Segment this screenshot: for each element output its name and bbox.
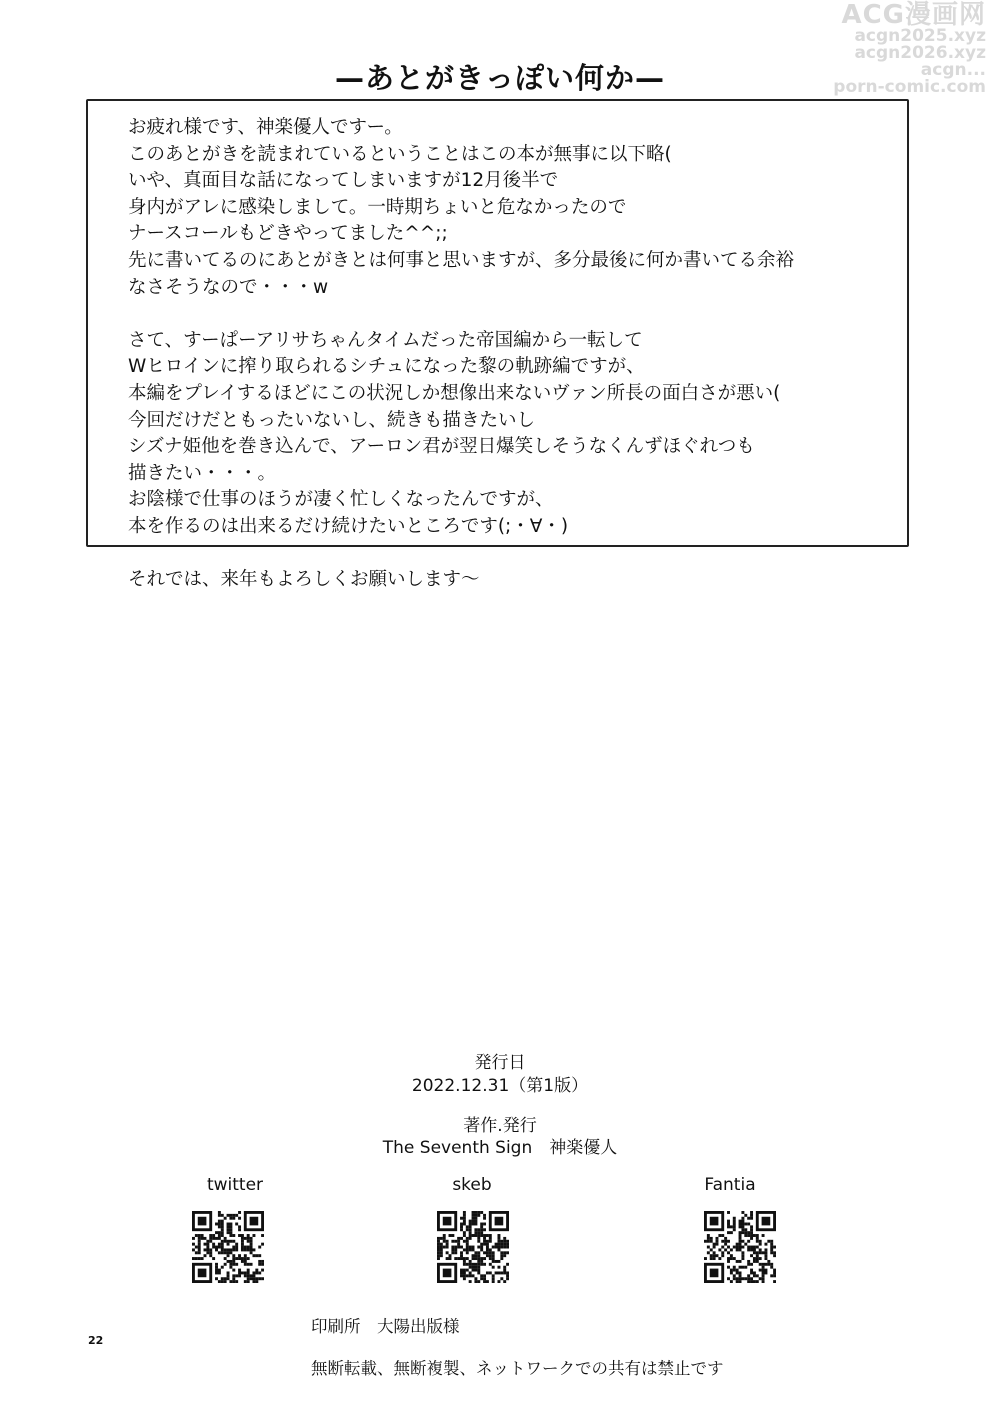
text-line: ナースコールもどきやってました^^;; — [128, 223, 448, 245]
afterword-box — [86, 99, 909, 591]
text-line: 今回だけだともったいないし、続きも描きたいし — [128, 409, 536, 431]
text-line: このあとがきを読まれているということはこの本が無事に以下略( — [128, 143, 672, 165]
page-title: —あとがきっぽい何か— — [334, 61, 665, 95]
text-line: 本編をプレイするほどにこの状況しか想像出来ないヴァン所長の面白さが悪い( — [128, 382, 781, 404]
fantia-qr-code-icon[interactable] — [704, 1211, 776, 1283]
watermark-line: acgn2026.xyz — [854, 43, 986, 63]
watermark-line: porn-comic.com — [833, 77, 986, 97]
watermark-line: acgn... — [920, 60, 986, 80]
paragraph-gap — [128, 301, 888, 328]
watermark-line: ACG漫画网 — [841, 0, 986, 30]
printer-credit: 印刷所 大陽出版様 — [311, 1317, 460, 1336]
text-line: お陰様で仕事のほうが凄く忙しくなったんですが、 — [128, 489, 554, 511]
page-number: 22 — [88, 1334, 104, 1347]
text-line: Wヒロインに搾り取られるシチュになった黎の軌跡編ですが、 — [128, 356, 645, 378]
pubdate: 2022.12.31（第1版） — [411, 1076, 589, 1096]
text-line: 身内がアレに感染しまして。一時期ちょいと危なかったので — [128, 196, 627, 218]
text-line: 本を作るのは出来るだけ続けたいところです(;・∀・) — [128, 515, 569, 537]
author: The Seventh Sign 神楽優人 — [382, 1138, 618, 1158]
text-line: 先に書いてるのにあとがきとは何事と思いますが、多分最後に何か書いてる余裕 — [128, 249, 795, 271]
copyright-notice: 無断転載、無断複製、ネットワークでの共有は禁止です — [311, 1359, 724, 1378]
author-label: 著作.発行 — [463, 1116, 537, 1136]
text-line: 描きたい・・・。 — [128, 462, 277, 484]
fantia-label: Fantia — [704, 1175, 756, 1195]
text-line: シズナ姫他を巻き込んで、アーロン君が翌日爆笑しそうなくんずほぐれつも — [128, 436, 755, 458]
twitter-qr-code-icon[interactable] — [192, 1211, 264, 1283]
afterword-text — [128, 115, 888, 594]
pubdate-label: 発行日 — [474, 1053, 526, 1073]
twitter-label: twitter — [206, 1175, 264, 1195]
text-line: なさそうなので・・・w — [128, 276, 329, 298]
text-line: いや、真面目な話になってしまいますが12月後半で — [128, 170, 559, 192]
paragraph-gap — [128, 541, 888, 568]
text-line: お疲れ様です、神楽優人ですー。 — [128, 117, 403, 138]
skeb-qr-code-icon[interactable] — [437, 1211, 509, 1283]
skeb-label: skeb — [452, 1175, 492, 1195]
watermark-line: acgn2025.xyz — [854, 26, 986, 46]
text-line: それでは、来年もよろしくお願いします〜 — [128, 569, 480, 591]
text-line: さて、すーぱーアリサちゃんタイムだった帝国編から一転して — [128, 329, 643, 351]
